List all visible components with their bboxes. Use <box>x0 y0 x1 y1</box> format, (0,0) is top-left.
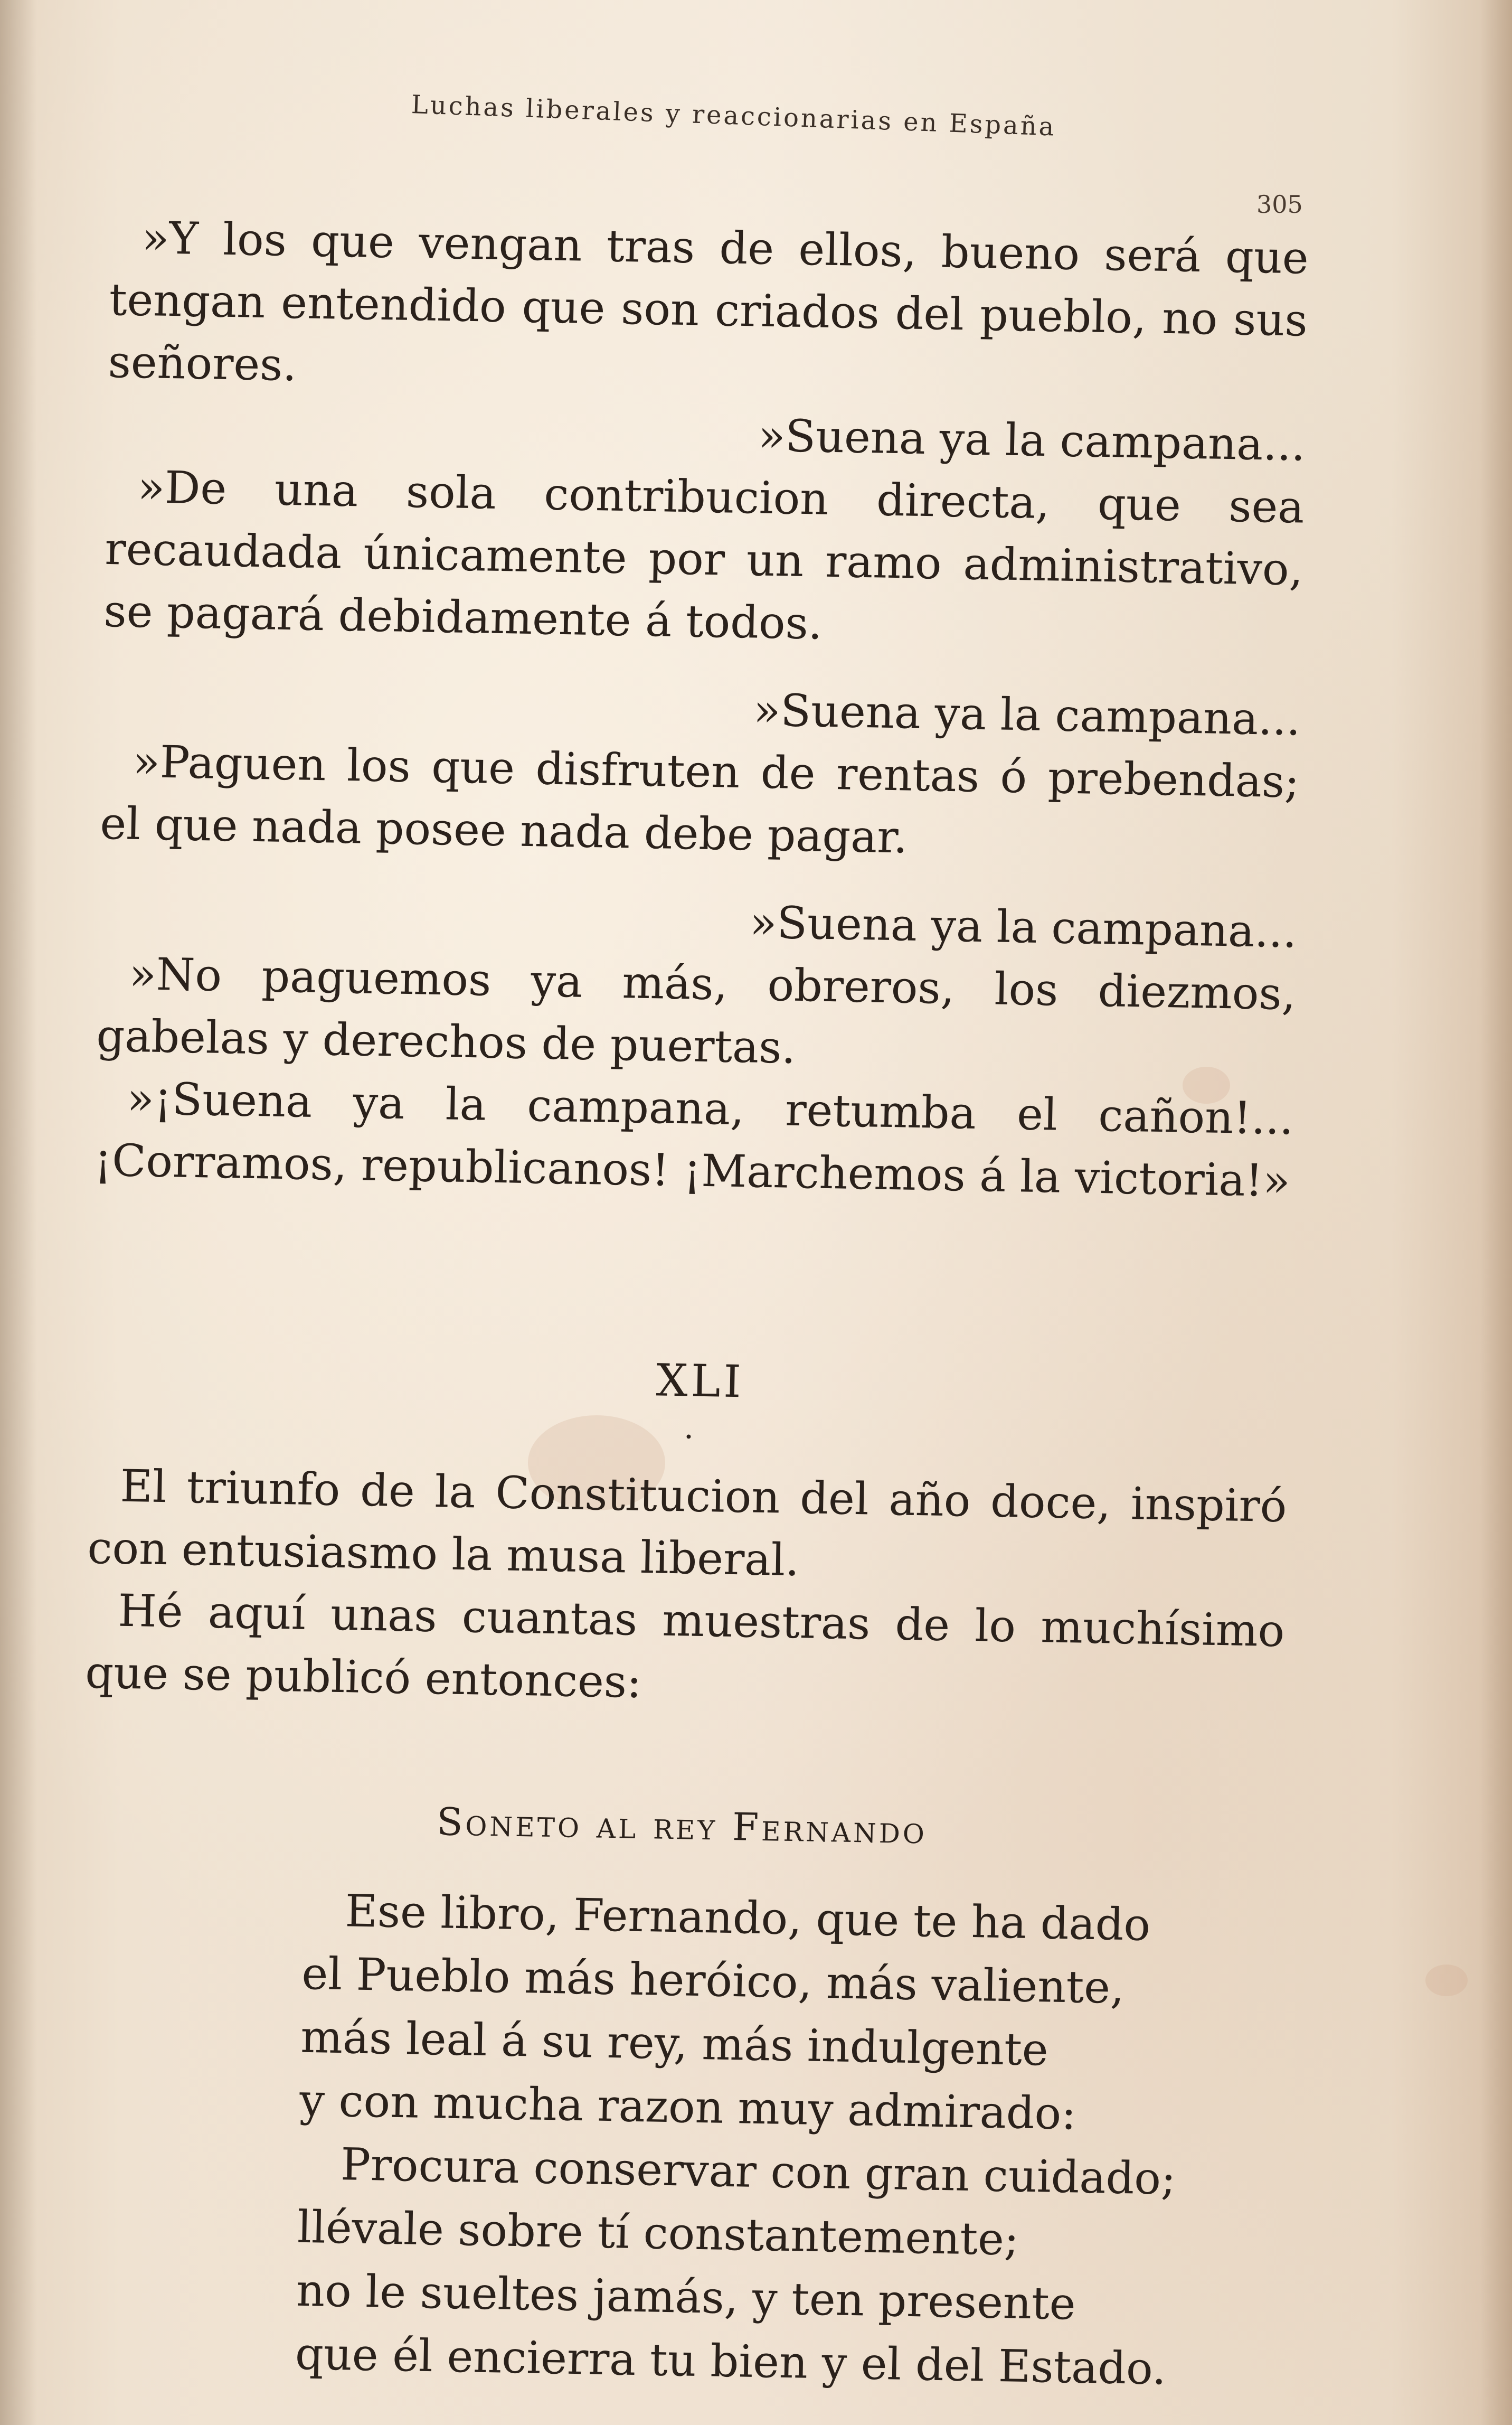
refrain-line: »Suena ya la campana... <box>758 409 1306 471</box>
verse-line: Ese libro, Fernando, que te ha dado <box>344 1885 1151 1951</box>
paragraph: »De una sola contribucion directa, que sea recaudada únicamente por un ramo administrativo, se pagará debidamente á todos. <box>103 460 1305 650</box>
paper-stain <box>1425 1965 1468 1996</box>
spacer <box>91 1191 1292 1366</box>
paragraph: »No paguemos ya más, obreros, los diezmos, gabelas y derechos de puertas. <box>96 947 1297 1074</box>
refrain-line: »Suena ya la campana... <box>749 896 1298 958</box>
paragraph: El triunfo de la Constitucion del año doce, inspiró con entusiasmo la musa liberal. <box>87 1460 1288 1586</box>
paragraph: Hé aquí unas cuantas muestras de lo muchísimo que se publicó entonces: <box>84 1584 1286 1708</box>
page-number: 305 <box>1256 190 1303 219</box>
page-body <box>73 206 1309 2402</box>
running-header: Luchas liberales y reaccionarias en España <box>411 90 1057 142</box>
spine-shadow <box>0 0 37 2425</box>
section-heading: XLI <box>656 1354 745 1408</box>
verse-line: el Pueblo más heróico, más valiente, <box>301 1947 1125 2014</box>
verse-line: llévale sobre tí constantemente; <box>297 2201 1019 2266</box>
refrain-line: »Suena ya la campana... <box>753 684 1301 746</box>
sonnet <box>295 1878 1280 2402</box>
section-dot: . <box>683 1409 694 1446</box>
verse-line: y con mucha razon muy admirado: <box>299 2074 1077 2140</box>
paragraph: »¡Suena ya la campana, retumba el cañon!... ¡Corramos, republicanos! ¡Marchemos á la victoria!» <box>93 1072 1294 1207</box>
verse-line: no le sueltes jamás, y ten presente <box>296 2264 1076 2330</box>
paragraph: »Y los que vengan tras de ellos, bueno será que tengan entendido que son criados del pueblo, no sus señores. <box>107 212 1309 391</box>
edge-shadow <box>1480 0 1512 2425</box>
verse-line: que él encierra tu bien y el del Estado. <box>295 2327 1167 2395</box>
verse-line: Procura conservar con gran cuidado; <box>340 2138 1177 2205</box>
paragraph: »Paguen los que disfruten de rentas ó prebendas; el que nada posee nada debe pagar. <box>99 735 1300 863</box>
sonnet-title: Soneto al rey Fernando <box>436 1799 928 1853</box>
verse-line: más leal á su rey, más indulgente <box>300 2010 1049 2076</box>
